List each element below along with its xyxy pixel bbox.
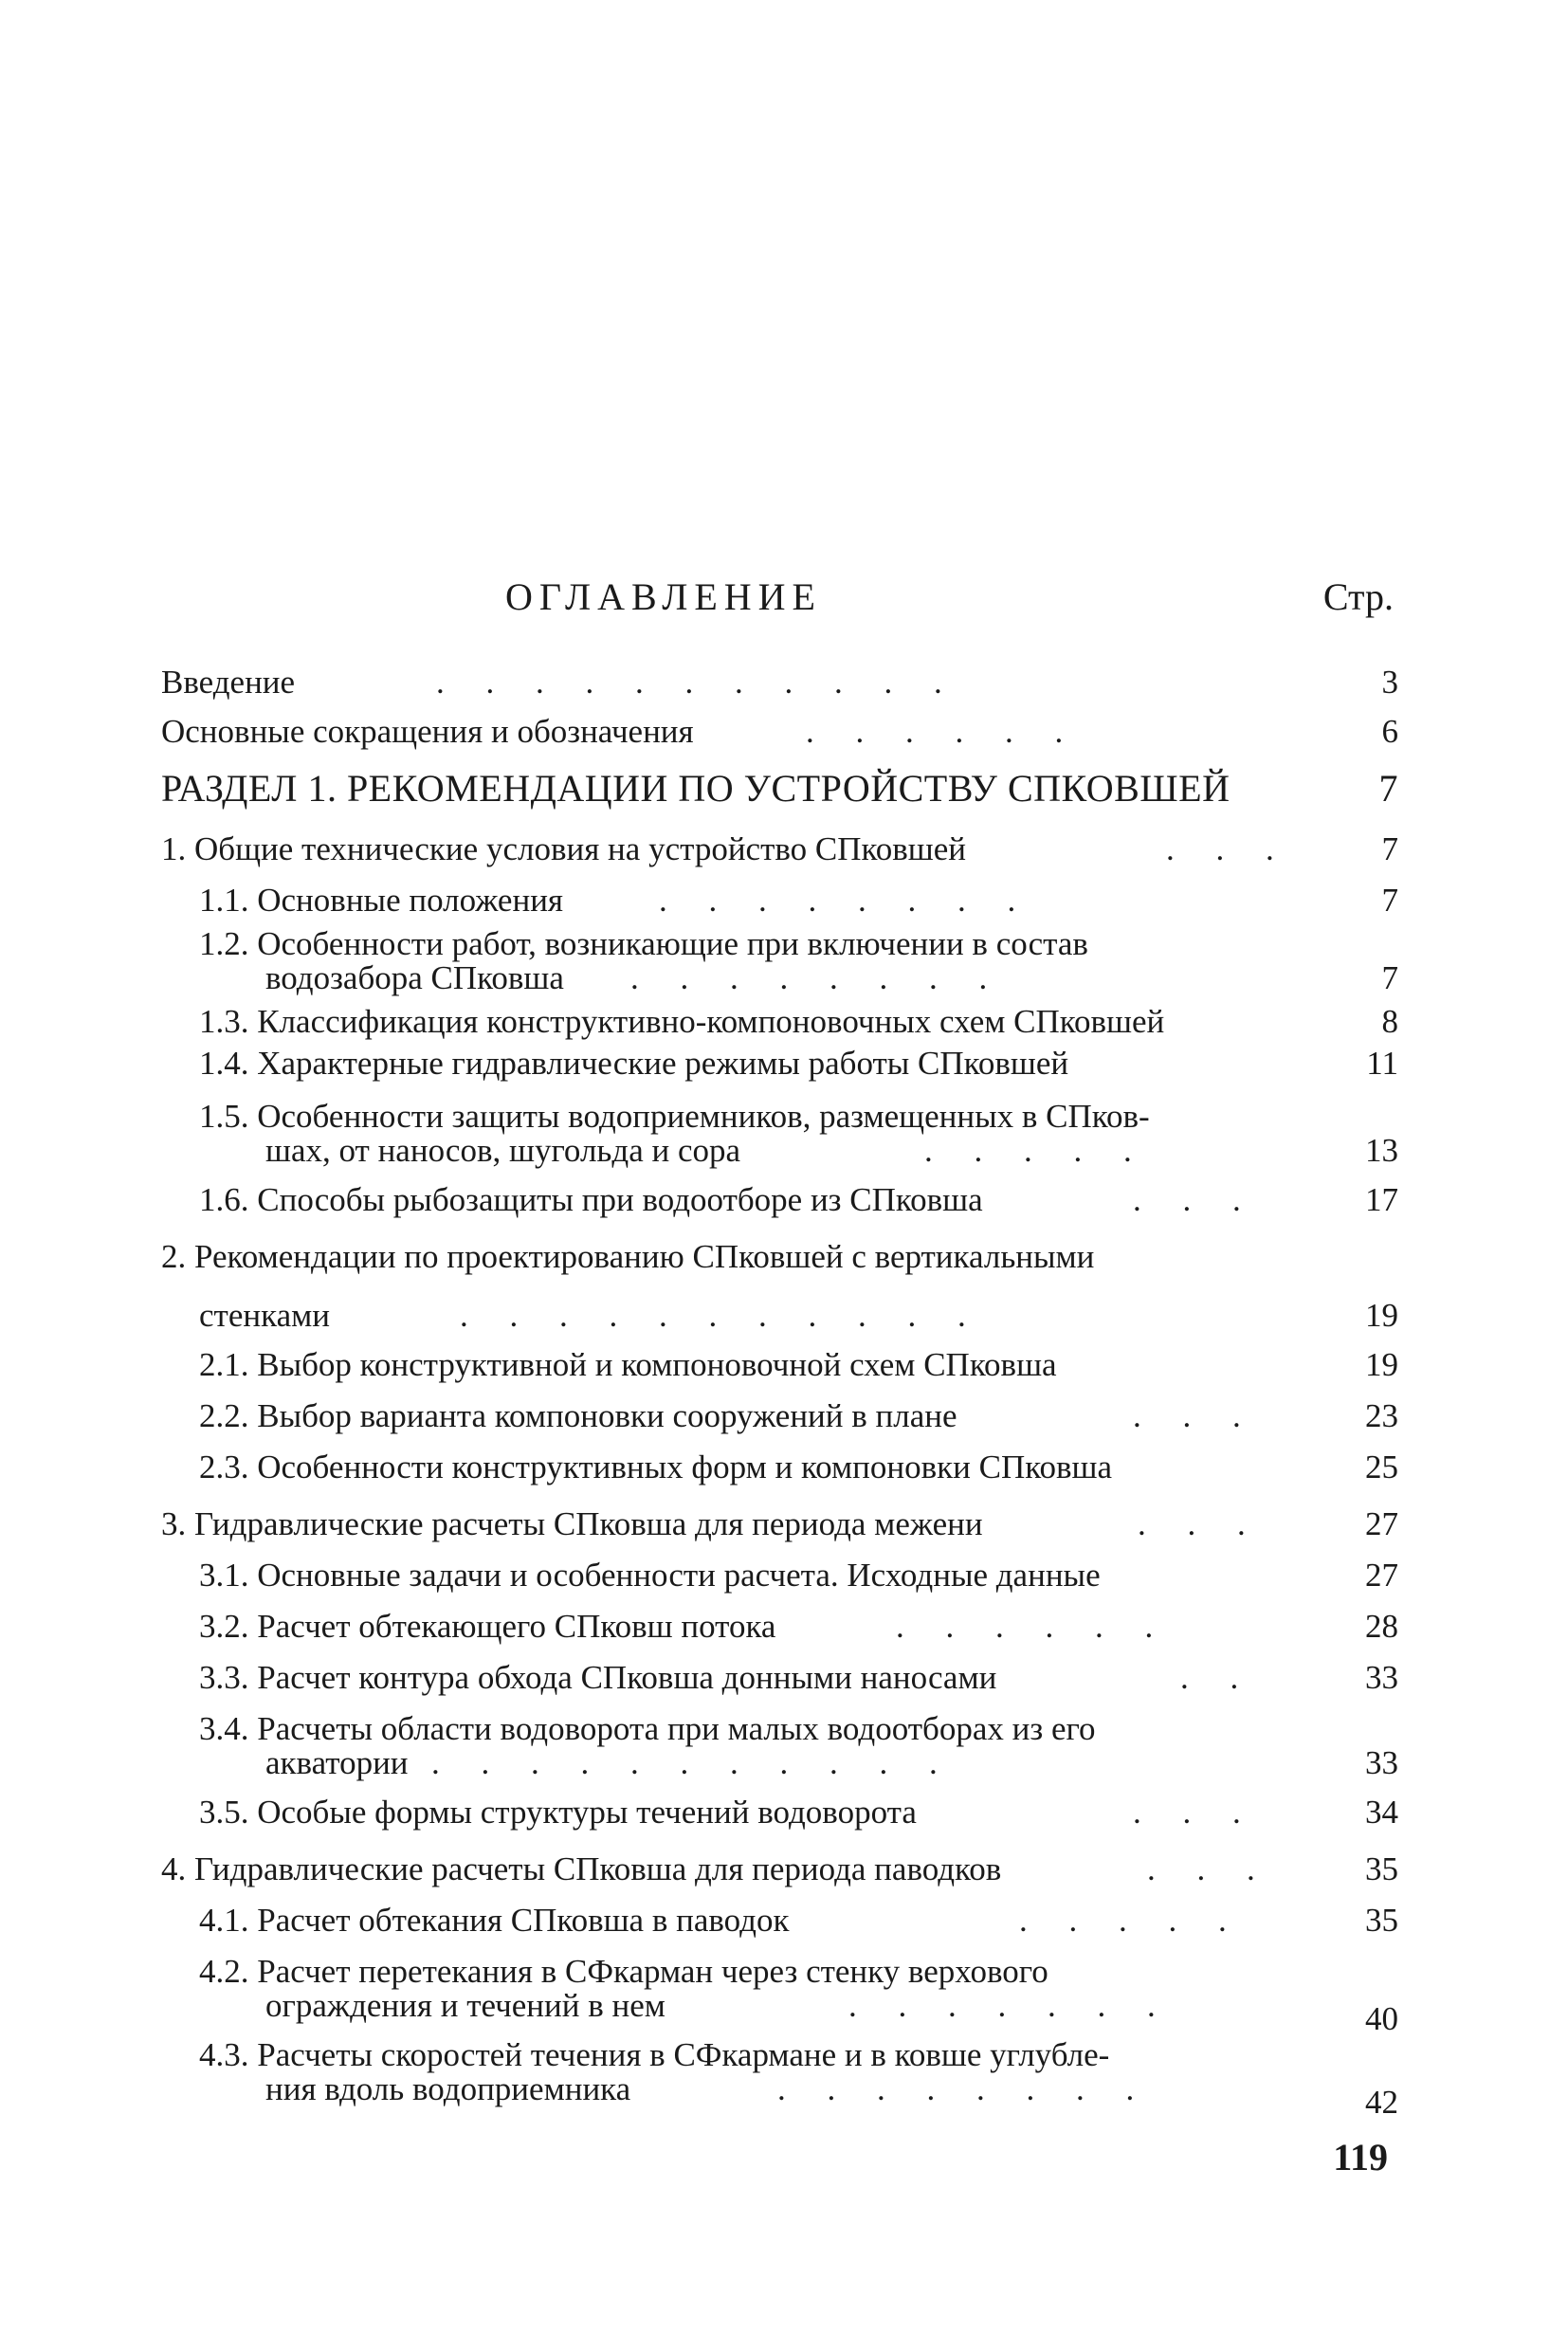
- toc-entry-text: 1.3. Классификация конструктивно-компоновочных схем СПковшей: [199, 1003, 1165, 1040]
- page-title: ОГЛАВЛЕНИЕ: [505, 575, 822, 618]
- toc-entry-text: 1.6. Способы рыбозащиты при водоотборе из СПковша: [199, 1181, 983, 1218]
- toc-entry-text: 3. Гидравлические расчеты СПковша для периода межени: [161, 1505, 983, 1542]
- toc-entry-page: 42: [1365, 2084, 1398, 2121]
- toc-section-entry: [161, 767, 1398, 813]
- toc-subentry: [199, 882, 1398, 921]
- toc-chapter-entry: [161, 1238, 1398, 1337]
- toc-entry-text-continued: шах, от наносов, шугольда и сора: [265, 1132, 741, 1169]
- leader-dots: . . . . . . . . . . .: [436, 664, 942, 701]
- toc-heading-row: [161, 574, 1394, 622]
- toc-entry-text: 1.4. Характерные гидравлические режимы работы СПковшей: [199, 1045, 1069, 1082]
- leader-dots: . . .: [1147, 1850, 1255, 1887]
- toc-entry-text-continued: водозабора СПковша: [265, 959, 564, 996]
- toc-entry-text: 3.5. Особые формы структуры течений водоворота: [199, 1794, 917, 1831]
- toc-subentry: [199, 1659, 1398, 1699]
- toc-entry: [161, 664, 1398, 703]
- toc-entry-page: 7: [1381, 882, 1398, 919]
- toc-entry-text: 2.3. Особенности конструктивных форм и компоновки СПковша: [199, 1449, 1112, 1485]
- toc-subentry: [199, 1003, 1398, 1043]
- toc-entry-page: 6: [1381, 713, 1398, 750]
- toc-entry-text: 3.2. Расчет обтекающего СПковш потока: [199, 1608, 776, 1645]
- toc-chapter-entry: [161, 1850, 1398, 1890]
- leader-dots: . . . . . . . .: [777, 2070, 1135, 2107]
- toc-entry-page: 7: [1381, 830, 1398, 867]
- toc-entry-page: 3: [1381, 664, 1398, 701]
- toc-entry-page: 27: [1365, 1557, 1398, 1594]
- toc-entry-text: 1.2. Особенности работ, возникающие при включении в состав: [199, 925, 1088, 962]
- toc-entry-text: 2. Рекомендации по проектированию СПковшей с вертикальными: [161, 1238, 1095, 1275]
- leader-dots: . . . . .: [924, 1132, 1132, 1169]
- toc-entry-page: 40: [1365, 2000, 1398, 2037]
- toc-chapter-entry: [161, 830, 1398, 870]
- page-number: 119: [1333, 2136, 1388, 2178]
- toc-entry-text: 3.4. Расчеты области водоворота при малых водоотборах из его: [199, 1710, 1096, 1747]
- toc-entry-page: 34: [1365, 1794, 1398, 1831]
- toc-entry-page: 35: [1365, 1850, 1398, 1887]
- toc-entry-text-continued: ограждения и течений в нем: [265, 1987, 665, 2024]
- toc-entry-page: 7: [1381, 959, 1398, 996]
- leader-dots: . .: [1180, 1659, 1239, 1696]
- leader-dots: . . . . . . . . . . .: [431, 1744, 938, 1781]
- leader-dots: . . .: [1138, 1505, 1246, 1542]
- toc-entry-text: 2.2. Выбор варианта компоновки сооружений в плане: [199, 1397, 957, 1434]
- leader-dots: . . . . . . . .: [659, 882, 1016, 919]
- leader-dots: . . .: [1133, 1181, 1241, 1218]
- toc-entry-text-continued: стенками: [199, 1297, 330, 1334]
- toc-entry-text-continued: ния вдоль водоприемника: [265, 2070, 631, 2107]
- toc-entry-page: 7: [1378, 767, 1398, 810]
- toc-entry-text: 4. Гидравлические расчеты СПковша для периода паводков: [161, 1850, 1002, 1887]
- toc-entry-page: 8: [1381, 1003, 1398, 1040]
- toc-subentry: [199, 1902, 1398, 1941]
- toc-entry: [161, 713, 1398, 753]
- toc-entry-page: 33: [1365, 1659, 1398, 1696]
- toc-subentry: [199, 1953, 1398, 2037]
- toc-subentry: [199, 1045, 1398, 1084]
- toc-entry-page: 27: [1365, 1505, 1398, 1542]
- leader-dots: . . .: [1133, 1397, 1241, 1434]
- leader-dots: . . . . . . . .: [630, 959, 988, 996]
- toc-subentry: [199, 1557, 1398, 1596]
- toc-entry-page: 19: [1365, 1346, 1398, 1383]
- leader-dots: . . . . . .: [896, 1608, 1154, 1645]
- toc-subentry: [199, 1346, 1398, 1386]
- toc-entry-text: 4.2. Расчет перетекания в СФкарман через стенку верхового: [199, 1953, 1048, 1990]
- toc-subentry: [199, 1098, 1398, 1174]
- toc-entry-text: 1.5. Особенности защиты водоприемников, размещенных в СПков-: [199, 1098, 1150, 1135]
- toc-subentry: [199, 1710, 1398, 1786]
- toc-entry-text: 1.1. Основные положения: [199, 882, 564, 919]
- toc-subentry: [199, 2036, 1398, 2121]
- leader-dots: . . . . .: [1019, 1902, 1227, 1939]
- toc-entry-text: Введение: [161, 664, 296, 701]
- toc-entry-text: 4.3. Расчеты скоростей течения в СФкармане и в ковше углубле-: [199, 2036, 1110, 2073]
- toc-entry-text: 1. Общие технические условия на устройство СПковшей: [161, 830, 967, 867]
- leader-dots: . . . . . .: [806, 713, 1064, 750]
- toc-entry-page: 28: [1365, 1608, 1398, 1645]
- toc-subentry: [199, 1608, 1398, 1648]
- toc-entry-text: 4.1. Расчет обтекания СПковша в паводок: [199, 1902, 790, 1939]
- toc-entry-text: 3.3. Расчет контура обхода СПковша донными наносами: [199, 1659, 997, 1696]
- toc-entry-text: 3.1. Основные задачи и особенности расчета. Исходные данные: [199, 1557, 1101, 1594]
- toc-subentry: [199, 1397, 1398, 1437]
- leader-dots: . . .: [1133, 1794, 1241, 1831]
- toc-subentry: [199, 925, 1398, 1001]
- toc-entry-page: 13: [1365, 1132, 1398, 1169]
- leader-dots: . . . . . . .: [848, 1987, 1156, 2024]
- toc-entry-text: Основные сокращения и обозначения: [161, 713, 694, 750]
- toc-entry-text-continued: акватории: [265, 1744, 409, 1781]
- page-column-label: Стр.: [1322, 575, 1394, 618]
- toc-chapter-entry: [161, 1505, 1398, 1545]
- toc-entry-page: 35: [1365, 1902, 1398, 1939]
- toc-entry-page: 19: [1365, 1297, 1398, 1334]
- toc-section-text: РАЗДЕЛ 1. РЕКОМЕНДАЦИИ ПО УСТРОЙСТВУ СПКОВШЕЙ: [161, 767, 1231, 810]
- toc-subentry: [199, 1794, 1398, 1833]
- toc-subentry: [199, 1449, 1398, 1488]
- leader-dots: . . .: [1166, 830, 1274, 867]
- toc-entry-page: 25: [1365, 1449, 1398, 1485]
- toc-entry-page: 33: [1365, 1744, 1398, 1781]
- leader-dots: . . . . . . . . . . .: [460, 1297, 966, 1334]
- toc-entry-page: 11: [1366, 1045, 1398, 1082]
- toc-entry-text: 2.1. Выбор конструктивной и компоновочной схем СПковша: [199, 1346, 1057, 1383]
- toc-subentry: [199, 1181, 1398, 1221]
- toc-entry-page: 17: [1365, 1181, 1398, 1218]
- toc-entry-page: 23: [1365, 1397, 1398, 1434]
